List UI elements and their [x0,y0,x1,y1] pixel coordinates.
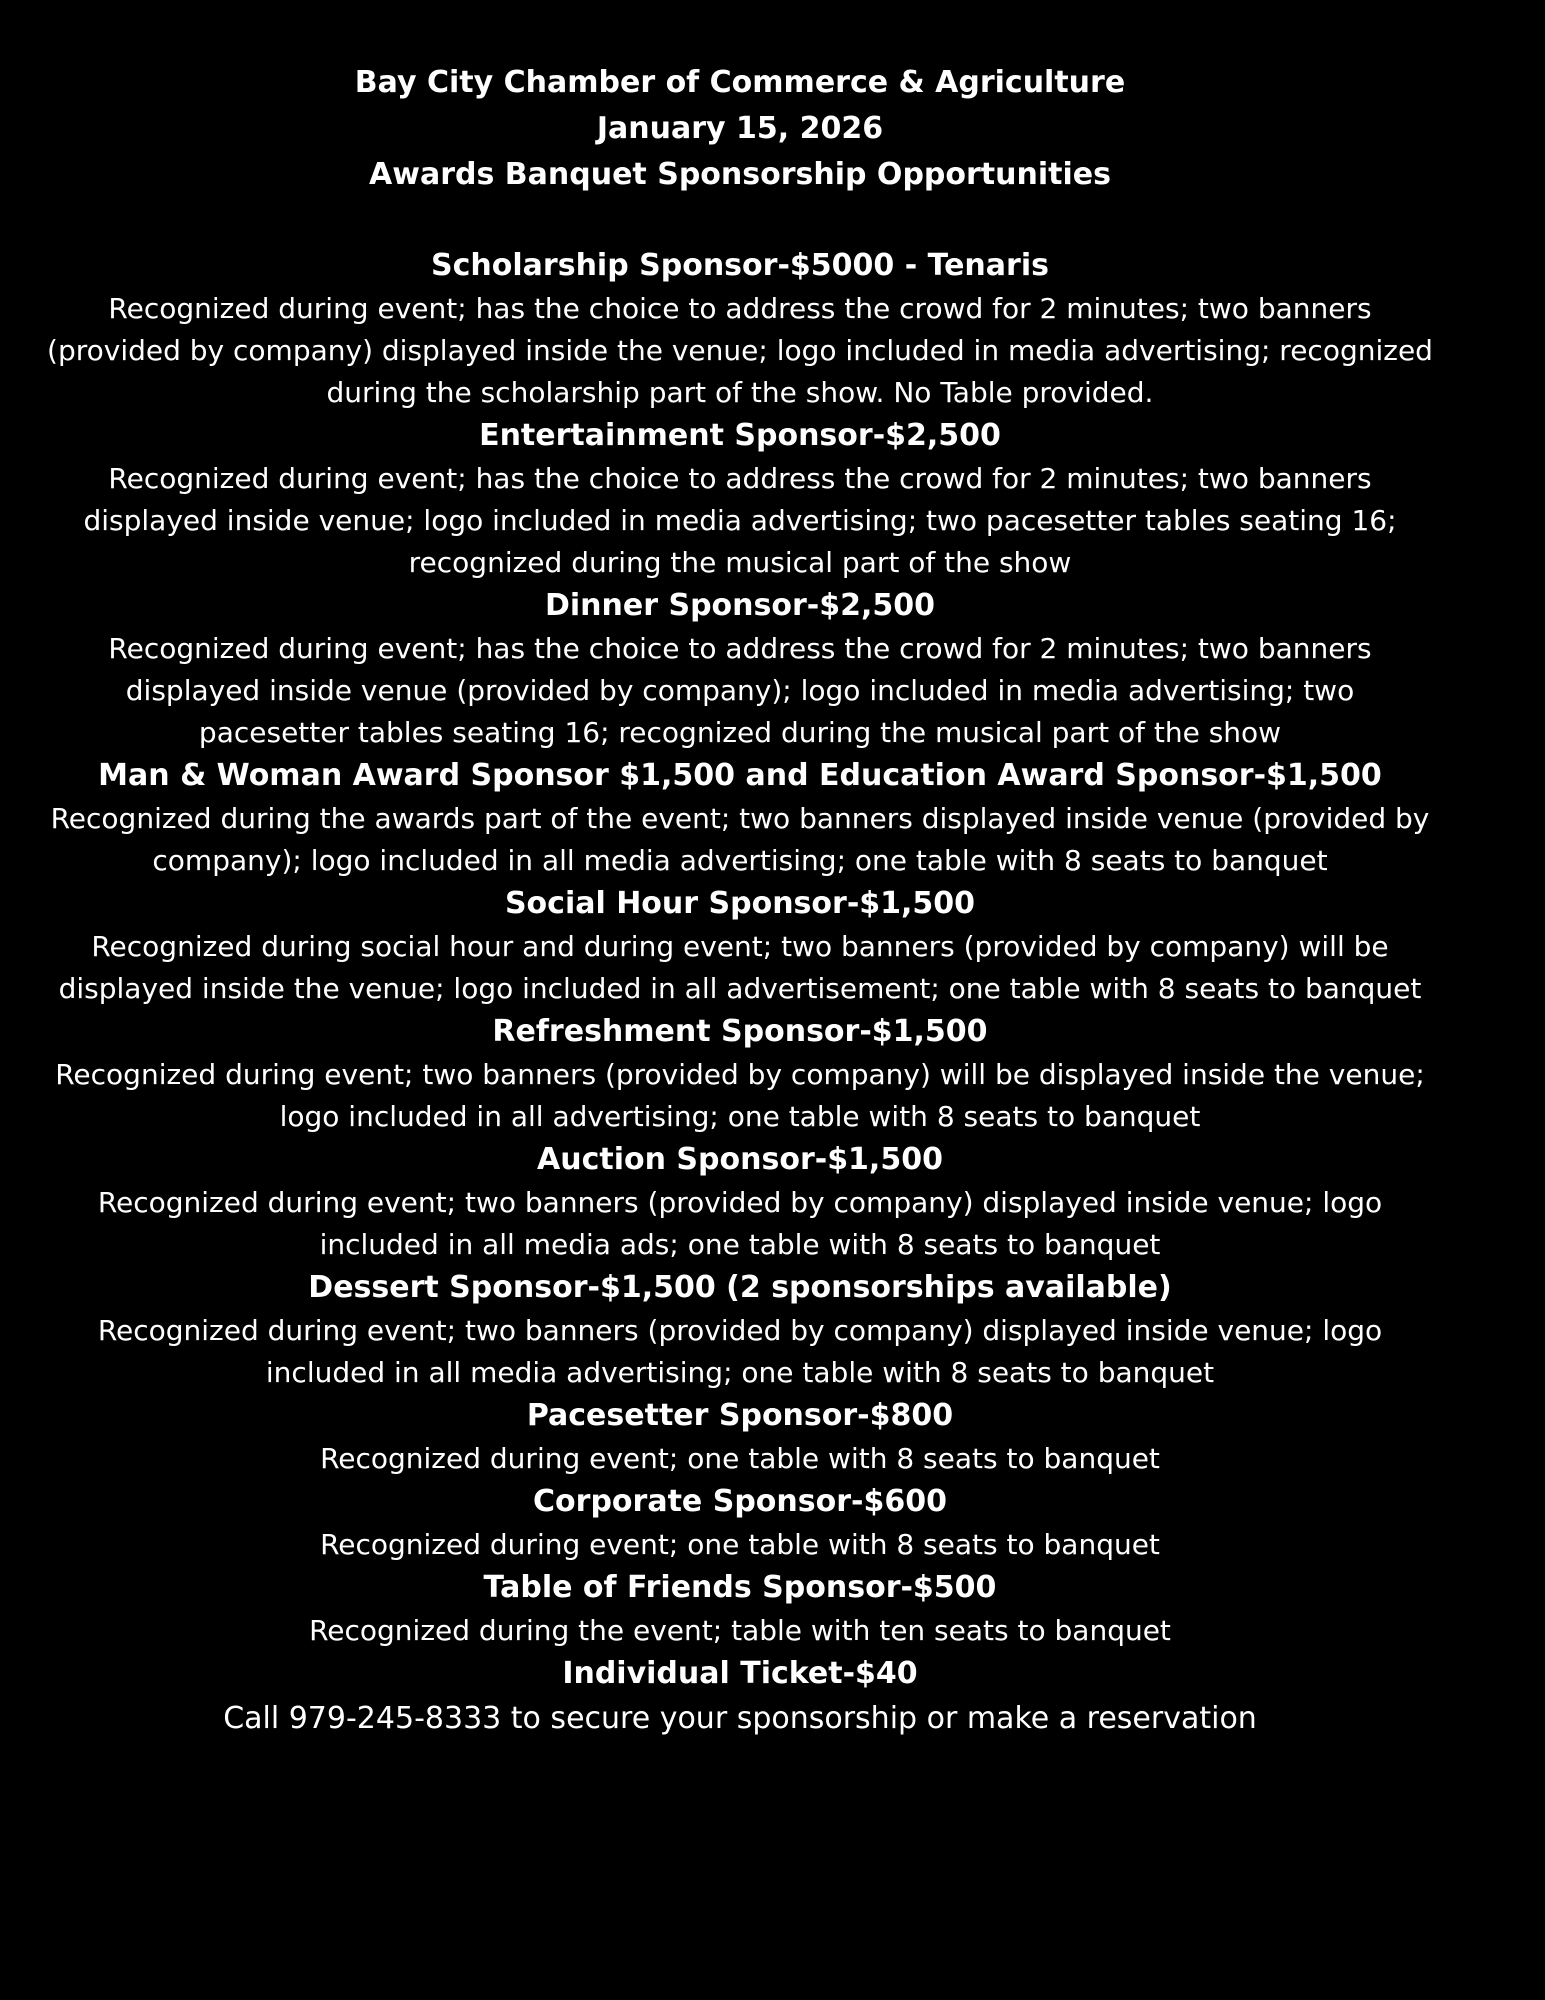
sponsorship-description: Recognized during social hour and during event; two banners (provided by company) will be displayed inside the venue; logo included in all advertisement; one table with 8 seats to banquet [58,930,1422,1005]
sponsorship-title: Pacesetter Sponsor-$800 [526,1398,954,1433]
sponsorship-item [0,1652,1480,1696]
sponsorship-description: Recognized during event; has the choice to address the crowd for 2 minutes; two banners displayed inside venue (provided by company); logo included in media advertising; two pacesetter tables seating 16; recognized during the musical part of the show [108,632,1372,749]
spacer [0,198,1480,244]
sponsorship-item [0,584,1480,754]
sponsorship-item [0,1266,1480,1394]
sponsorship-flyer [0,60,1480,1742]
sponsorship-description: Recognized during event; has the choice to address the crowd for 2 minutes; two banners displayed inside venue; logo included in media advertising; two pacesetter tables seating 16; recognized during the musical part of the show [83,462,1397,579]
sponsorship-item [0,1480,1480,1566]
sponsorship-list [0,244,1480,1696]
sponsorship-title: Corporate Sponsor-$600 [533,1484,947,1519]
sponsorship-title: Scholarship Sponsor-$5000 - Tenaris [431,248,1049,283]
sponsorship-description: Recognized during event; one table with 8 seats to banquet [320,1442,1160,1475]
sponsorship-description: Recognized during the awards part of the event; two banners displayed inside venue (provided by company); logo included in all media advertising; one table with 8 seats to banquet [50,802,1430,877]
sponsorship-description: Recognized during event; has the choice to address the crowd for 2 minutes; two banners (provided by company) displayed inside the venue; logo included in media advertising; recognized during the scholarship part of the show. No Table provided. [47,292,1433,409]
sponsorship-title: Individual Ticket-$40 [562,1656,918,1691]
sponsorship-item [0,1566,1480,1652]
sponsorship-title: Auction Sponsor-$1,500 [537,1142,943,1177]
sponsorship-description: Recognized during event; two banners (provided by company) displayed inside venue; logo included in all media advertising; one table with 8 seats to banquet [97,1314,1383,1389]
sponsorship-item [0,754,1480,882]
organization-name: Bay City Chamber of Commerce & Agriculture [354,65,1126,100]
sponsorship-item [0,1010,1480,1138]
sponsorship-description: Recognized during event; one table with 8 seats to banquet [320,1528,1160,1561]
event-date: January 15, 2026 [596,111,884,146]
sponsorship-description: Recognized during event; two banners (provided by company) will be displayed inside the venue; logo included in all advertising; one table with 8 seats to banquet [55,1058,1425,1133]
sponsorship-title: Dinner Sponsor-$2,500 [544,588,935,623]
sponsorship-description: Recognized during event; two banners (provided by company) displayed inside venue; logo included in all media ads; one table with 8 seats to banquet [97,1186,1383,1261]
sponsorship-item [0,1138,1480,1266]
page-title: Awards Banquet Sponsorship Opportunities [369,157,1111,192]
sponsorship-title: Entertainment Sponsor-$2,500 [479,418,1001,453]
sponsorship-title: Man & Woman Award Sponsor $1,500 and Education Award Sponsor-$1,500 [98,758,1382,793]
sponsorship-title: Social Hour Sponsor-$1,500 [504,886,976,921]
sponsorship-item [0,244,1480,414]
sponsorship-title: Dessert Sponsor-$1,500 (2 sponsorships available) [308,1270,1172,1305]
contact-info: Call 979-245-8333 to secure your sponsorship or make a reservation [223,1701,1257,1736]
sponsorship-description: Recognized during the event; table with ten seats to banquet [309,1614,1171,1647]
sponsorship-item [0,1394,1480,1480]
sponsorship-title: Refreshment Sponsor-$1,500 [492,1014,988,1049]
sponsorship-title: Table of Friends Sponsor-$500 [483,1570,997,1605]
sponsorship-item [0,882,1480,1010]
sponsorship-item [0,414,1480,584]
